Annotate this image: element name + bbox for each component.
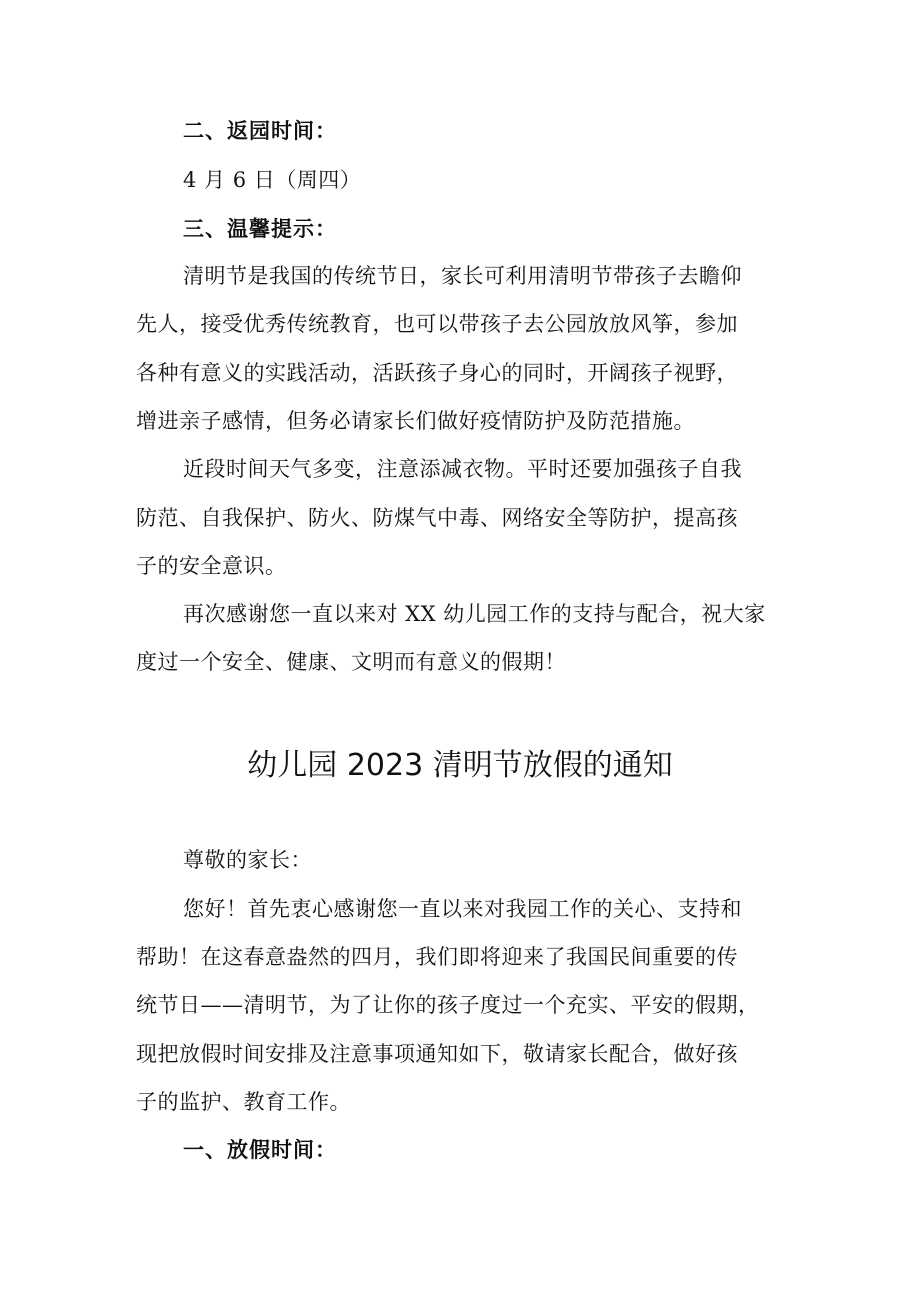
- paragraph-line: 再次感谢您一直以来对 XX 幼儿园工作的支持与配合，祝大家: [183, 602, 766, 626]
- paragraph-line: 防范、自我保护、防火、防煤气中毒、网络安全等防护，提高孩: [136, 506, 738, 530]
- paragraph-line: 增进亲子感情，但务必请家长们做好疫情防护及防范措施。: [136, 409, 695, 433]
- paragraph-line: 清明节是我国的传统节日，家长可利用清明节带孩子去瞻仰: [183, 264, 742, 288]
- paragraph-line: 您好！首先衷心感谢您一直以来对我园工作的关心、支持和: [183, 897, 742, 921]
- salutation: 尊敬的家长：: [183, 848, 312, 872]
- section-heading-return-time: 二、返园时间：: [183, 119, 337, 143]
- paragraph-line: 帮助！在这春意盎然的四月，我们即将迎来了我国民间重要的传: [136, 945, 738, 969]
- paragraph-line: 子的安全意识。: [136, 554, 287, 578]
- paragraph-line: 先人，接受优秀传统教育，也可以带孩子去公园放放风筝，参加: [136, 312, 738, 336]
- paragraph-line: 度过一个安全、健康、文明而有意义的假期！: [136, 650, 566, 674]
- return-date: 4 月 6 日（周四）: [183, 168, 362, 192]
- paragraph-line: 现把放假时间安排及注意事项通知如下，敬请家长配合，做好孩: [136, 1042, 738, 1066]
- section-heading-tips: 三、温馨提示：: [183, 217, 337, 241]
- paragraph-line: 各种有意义的实践活动，活跃孩子身心的同时，开阔孩子视野，: [136, 361, 738, 385]
- notice-title: 幼儿园 2023 清明节放假的通知: [247, 748, 673, 783]
- paragraph-line: 统节日——清明节，为了让你的孩子度过一个充实、平安的假期，: [136, 993, 760, 1017]
- section-heading-holiday-time: 一、放假时间：: [183, 1138, 337, 1162]
- paragraph-line: 子的监护、教育工作。: [136, 1090, 351, 1114]
- paragraph-line: 近段时间天气多变，注意添减衣物。平时还要加强孩子自我: [183, 457, 742, 481]
